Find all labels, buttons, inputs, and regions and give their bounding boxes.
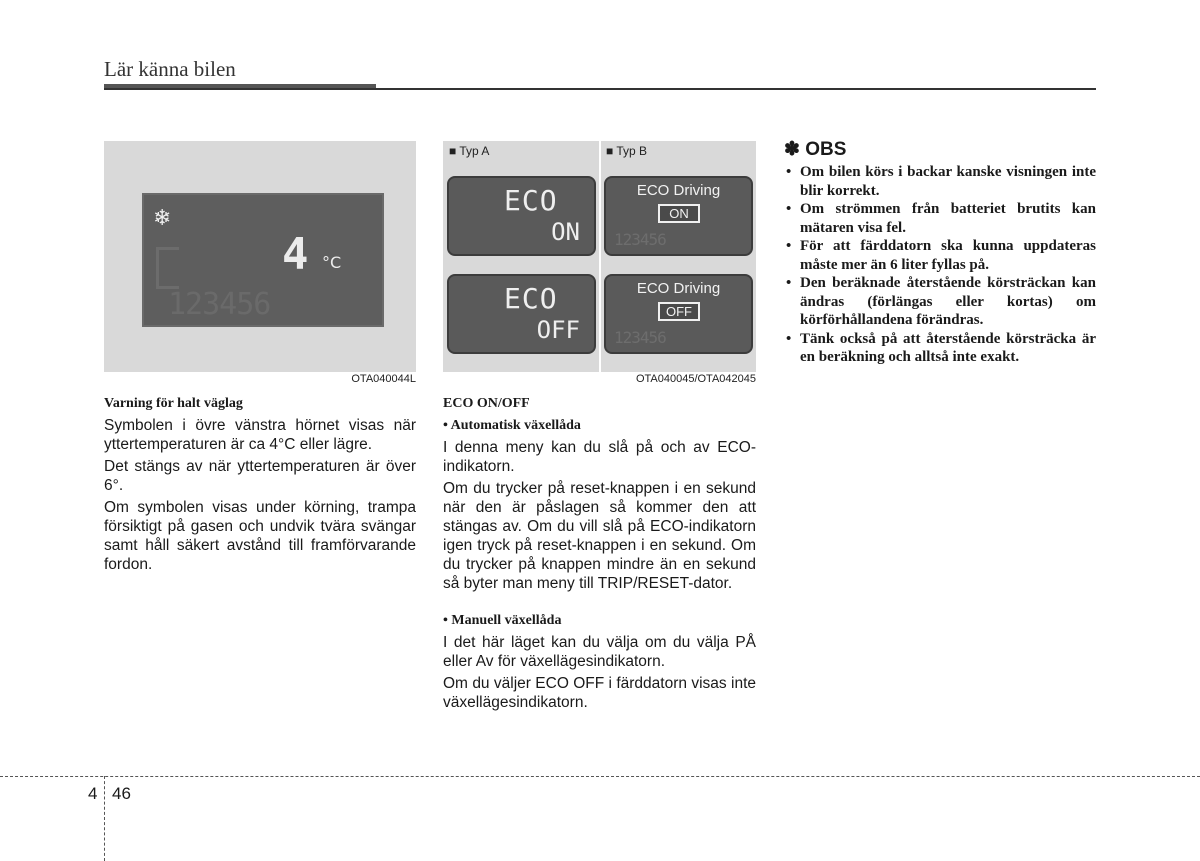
note-item: • För att färddatorn ska kunna uppdateras måste mer än 6 liter fyllas på. [784, 237, 1096, 274]
temperature-value: 4 [282, 229, 307, 280]
footer-margin-rule [104, 776, 105, 861]
typ-a-label: ■ Typ A [449, 144, 490, 158]
page-number: 46 [112, 784, 131, 803]
paragraph: Om du väljer ECO OFF i färddatorn visas inte växellägesindikatorn. [443, 675, 756, 711]
subheading: • Automatisk växellåda [443, 418, 581, 433]
header-rule [104, 88, 1096, 90]
on-text: ON [551, 218, 580, 246]
paragraph: Symbolen i övre vänstra hörnet visas när yttertemperaturen är ca 4°C eller lägre. [104, 417, 416, 453]
cluster-display [142, 193, 384, 327]
section-heading: ECO ON/OFF [443, 396, 530, 411]
icy-road-section [104, 394, 416, 577]
odometer-ghost: 123456 [168, 287, 271, 322]
figure-divider [599, 141, 601, 372]
paragraph: Det stängs av när yttertemperaturen är över 6°. [104, 458, 416, 494]
eco-section [443, 394, 756, 715]
off-box: OFF [658, 302, 700, 321]
page-header-title: Lär känna bilen [104, 57, 236, 81]
eco-driving-text: ECO Driving [636, 182, 721, 199]
subheading: • Manuell växellåda [443, 613, 562, 628]
gear-indicator-ghost [156, 247, 179, 289]
paragraph: I det här läget kan du välja om du välja PÅ eller Av för växellägesindikatorn. [443, 634, 756, 670]
typ-b-label: ■ Typ B [606, 144, 648, 158]
paragraph: Om du trycker på reset-knappen i en sekund när den är påslagen så kommer den att stängas av. Om du vill slå på ECO-indikatorn igen tryck på reset-knappen i en sekund. Om du trycker på knappen mindre än en sekund så byter man meny till TRIP/RESET-dator. [443, 480, 756, 592]
eco-off-display-a [447, 274, 596, 354]
eco-text: ECO [504, 282, 558, 315]
on-box: ON [658, 204, 700, 223]
snowflake-icon: ❄ [153, 206, 172, 231]
eco-figure [443, 141, 756, 385]
note-title: ✽ OBS [784, 139, 847, 160]
eco-on-display-a [447, 176, 596, 256]
icy-road-figure [104, 141, 416, 385]
paragraph: Om symbolen visas under körning, trampa försiktigt på gasen och undvik tvära svängar samt håll säkert avstånd till framförvarande fordon. [104, 499, 416, 573]
odometer-ghost: 123456 [614, 328, 666, 347]
figure-code: OTA040045/OTA042045 [635, 373, 756, 385]
chapter-number: 4 [88, 784, 98, 803]
eco-driving-text: ECO Driving [636, 280, 721, 297]
note-item: • Om strömmen från batteriet brutits kan mätaren visa fel. [784, 200, 1096, 237]
section-heading: Varning för halt väglag [104, 396, 243, 411]
eco-on-display-b [604, 176, 753, 256]
figure-code: OTA040044L [351, 373, 416, 385]
odometer-ghost: 123456 [614, 230, 666, 249]
temperature-unit: °C [322, 253, 342, 272]
note-item: • Om bilen körs i backar kanske visningen inte blir korrekt. [784, 163, 1096, 200]
footer-rule [0, 776, 1200, 777]
eco-off-display-b [604, 274, 753, 354]
paragraph: I denna meny kan du slå på och av ECO-indikatorn. [443, 439, 756, 475]
note-item: • Den beräknade återstående körsträckan kan ändras (förlängas eller kortas) om körförhållandena förändras. [784, 274, 1096, 330]
eco-text: ECO [504, 184, 558, 217]
note-item: • Tänk också på att återstående körsträcka är en beräkning och alltså inte exakt. [784, 330, 1096, 367]
note-list [784, 163, 1096, 367]
off-text: OFF [536, 316, 580, 344]
